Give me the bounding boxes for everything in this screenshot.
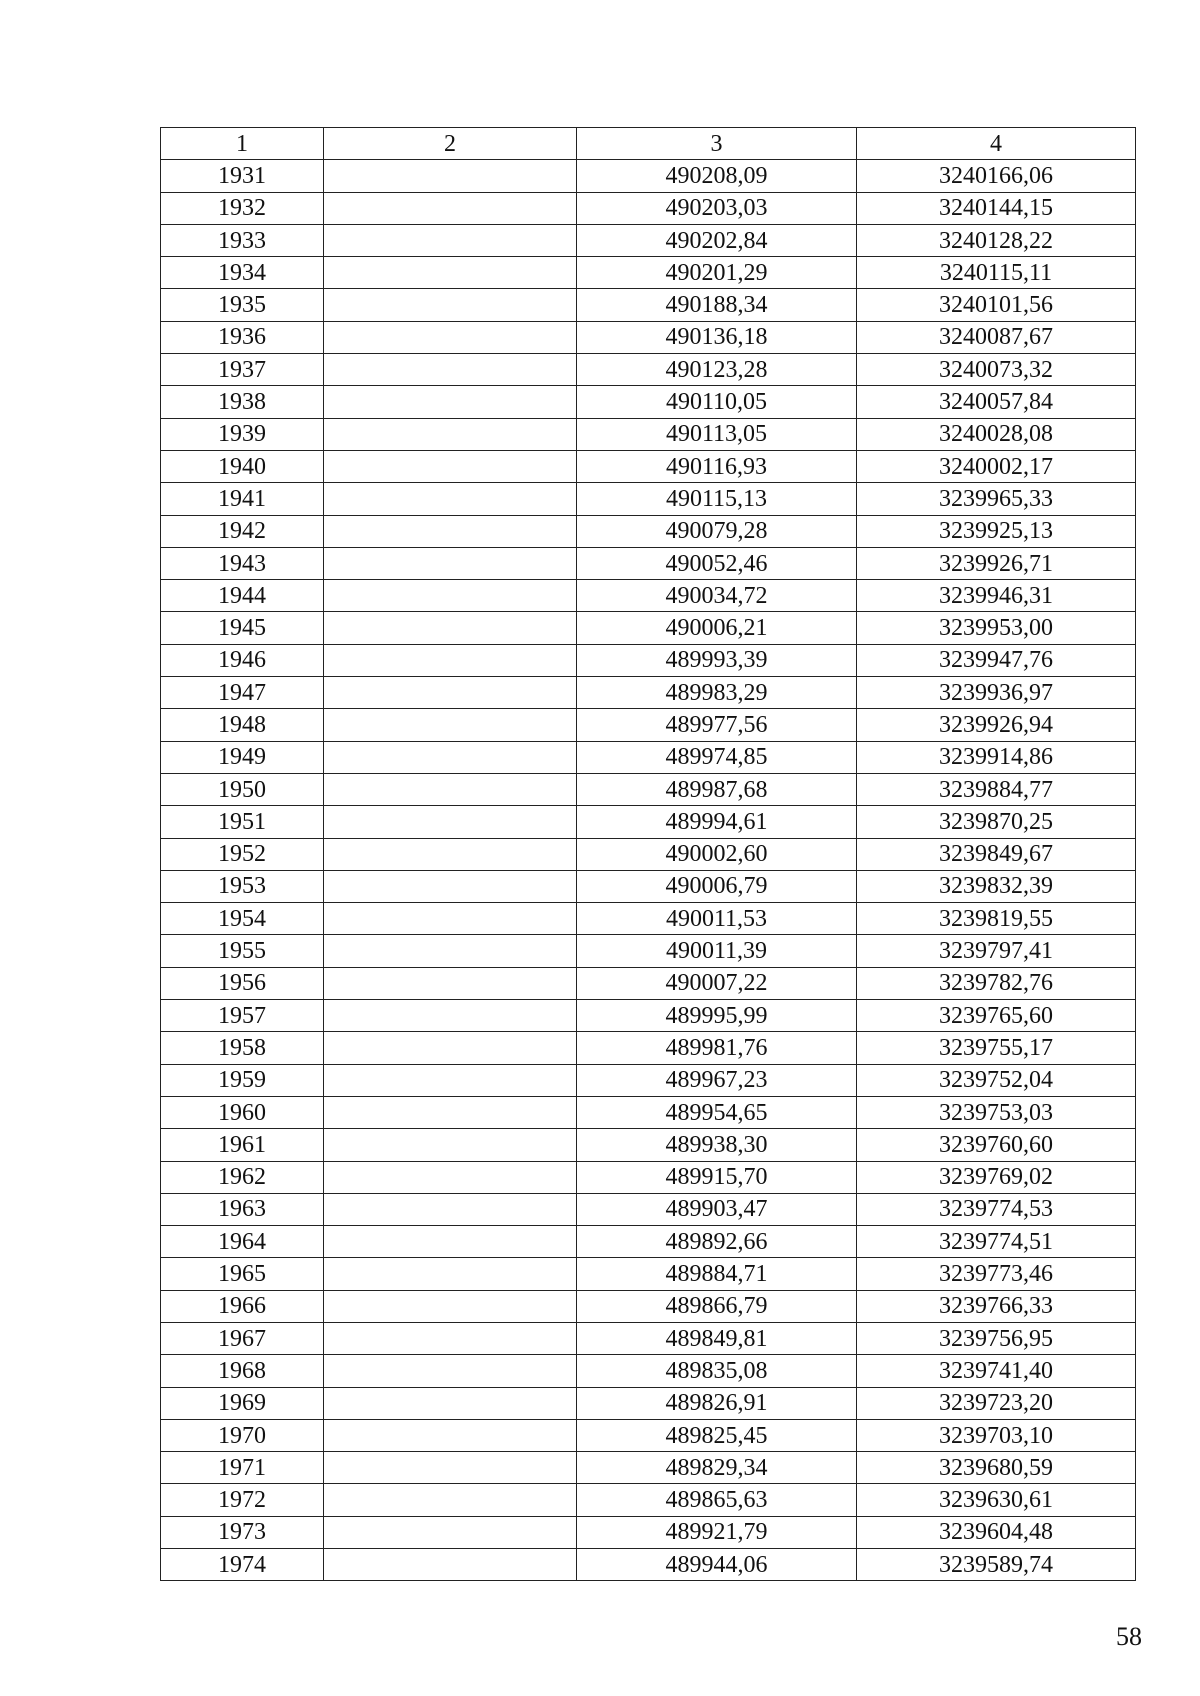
x-coordinate-cell: 489938,30 — [577, 1129, 857, 1161]
column-2-cell — [324, 257, 577, 289]
x-coordinate-cell: 490113,05 — [577, 418, 857, 450]
column-header-2: 2 — [324, 128, 577, 160]
column-2-cell — [324, 1032, 577, 1064]
point-number-cell: 1957 — [161, 1000, 324, 1032]
table-row — [161, 1000, 1136, 1032]
table-row — [161, 192, 1136, 224]
y-coordinate-cell: 3239774,53 — [857, 1193, 1136, 1225]
table-row — [161, 1064, 1136, 1096]
y-coordinate-cell: 3239926,71 — [857, 547, 1136, 579]
column-2-cell — [324, 483, 577, 515]
column-2-cell — [324, 289, 577, 321]
column-2-cell — [324, 580, 577, 612]
column-2-cell — [324, 547, 577, 579]
table-row — [161, 483, 1136, 515]
y-coordinate-cell: 3240002,17 — [857, 450, 1136, 482]
point-number-cell: 1958 — [161, 1032, 324, 1064]
x-coordinate-cell: 489849,81 — [577, 1322, 857, 1354]
y-coordinate-cell: 3239760,60 — [857, 1129, 1136, 1161]
point-number-cell: 1934 — [161, 257, 324, 289]
y-coordinate-cell: 3239741,40 — [857, 1355, 1136, 1387]
x-coordinate-cell: 490123,28 — [577, 354, 857, 386]
y-coordinate-cell: 3239769,02 — [857, 1161, 1136, 1193]
x-coordinate-cell: 489993,39 — [577, 644, 857, 676]
y-coordinate-cell: 3240087,67 — [857, 321, 1136, 353]
x-coordinate-cell: 490201,29 — [577, 257, 857, 289]
table-row — [161, 1096, 1136, 1128]
y-coordinate-cell: 3239936,97 — [857, 677, 1136, 709]
point-number-cell: 1937 — [161, 354, 324, 386]
point-number-cell: 1949 — [161, 741, 324, 773]
table-row — [161, 224, 1136, 256]
column-2-cell — [324, 870, 577, 902]
column-2-cell — [324, 903, 577, 935]
x-coordinate-cell: 489903,47 — [577, 1193, 857, 1225]
table-row — [161, 1258, 1136, 1290]
column-2-cell — [324, 515, 577, 547]
y-coordinate-cell: 3240057,84 — [857, 386, 1136, 418]
point-number-cell: 1945 — [161, 612, 324, 644]
x-coordinate-cell: 489866,79 — [577, 1290, 857, 1322]
x-coordinate-cell: 490034,72 — [577, 580, 857, 612]
table-row — [161, 838, 1136, 870]
coordinates-table — [160, 127, 1136, 1581]
column-2-cell — [324, 644, 577, 676]
table-row — [161, 450, 1136, 482]
column-2-cell — [324, 354, 577, 386]
x-coordinate-cell: 490188,34 — [577, 289, 857, 321]
point-number-cell: 1936 — [161, 321, 324, 353]
y-coordinate-cell: 3239965,33 — [857, 483, 1136, 515]
table-row — [161, 1419, 1136, 1451]
x-coordinate-cell: 490115,13 — [577, 483, 857, 515]
x-coordinate-cell: 489921,79 — [577, 1516, 857, 1548]
y-coordinate-cell: 3239630,61 — [857, 1484, 1136, 1516]
y-coordinate-cell: 3240028,08 — [857, 418, 1136, 450]
column-2-cell — [324, 1452, 577, 1484]
table-row — [161, 418, 1136, 450]
y-coordinate-cell: 3239946,31 — [857, 580, 1136, 612]
table-row — [161, 1452, 1136, 1484]
table-row — [161, 1161, 1136, 1193]
x-coordinate-cell: 490136,18 — [577, 321, 857, 353]
y-coordinate-cell: 3239765,60 — [857, 1000, 1136, 1032]
point-number-cell: 1946 — [161, 644, 324, 676]
table-row — [161, 1129, 1136, 1161]
column-2-cell — [324, 967, 577, 999]
x-coordinate-cell: 490079,28 — [577, 515, 857, 547]
x-coordinate-cell: 489835,08 — [577, 1355, 857, 1387]
column-2-cell — [324, 773, 577, 805]
column-2-cell — [324, 1387, 577, 1419]
y-coordinate-cell: 3240128,22 — [857, 224, 1136, 256]
column-2-cell — [324, 418, 577, 450]
table-row — [161, 1290, 1136, 1322]
point-number-cell: 1973 — [161, 1516, 324, 1548]
point-number-cell: 1939 — [161, 418, 324, 450]
point-number-cell: 1932 — [161, 192, 324, 224]
table-row — [161, 289, 1136, 321]
x-coordinate-cell: 489983,29 — [577, 677, 857, 709]
x-coordinate-cell: 490006,21 — [577, 612, 857, 644]
x-coordinate-cell: 490002,60 — [577, 838, 857, 870]
point-number-cell: 1970 — [161, 1419, 324, 1451]
point-number-cell: 1950 — [161, 773, 324, 805]
y-coordinate-cell: 3239832,39 — [857, 870, 1136, 902]
point-number-cell: 1944 — [161, 580, 324, 612]
column-2-cell — [324, 677, 577, 709]
y-coordinate-cell: 3240144,15 — [857, 192, 1136, 224]
table-header — [161, 128, 1136, 160]
table-row — [161, 644, 1136, 676]
x-coordinate-cell: 490110,05 — [577, 386, 857, 418]
column-2-cell — [324, 806, 577, 838]
table-row — [161, 677, 1136, 709]
column-2-cell — [324, 838, 577, 870]
x-coordinate-cell: 489892,66 — [577, 1226, 857, 1258]
y-coordinate-cell: 3239589,74 — [857, 1549, 1136, 1581]
point-number-cell: 1962 — [161, 1161, 324, 1193]
x-coordinate-cell: 489954,65 — [577, 1096, 857, 1128]
y-coordinate-cell: 3239782,76 — [857, 967, 1136, 999]
table-row — [161, 806, 1136, 838]
y-coordinate-cell: 3239680,59 — [857, 1452, 1136, 1484]
column-2-cell — [324, 1322, 577, 1354]
column-header-3: 3 — [577, 128, 857, 160]
column-2-cell — [324, 1516, 577, 1548]
column-2-cell — [324, 1258, 577, 1290]
point-number-cell: 1974 — [161, 1549, 324, 1581]
column-2-cell — [324, 450, 577, 482]
x-coordinate-cell: 489829,34 — [577, 1452, 857, 1484]
point-number-cell: 1933 — [161, 224, 324, 256]
x-coordinate-cell: 490007,22 — [577, 967, 857, 999]
y-coordinate-cell: 3240073,32 — [857, 354, 1136, 386]
table-row — [161, 1226, 1136, 1258]
point-number-cell: 1965 — [161, 1258, 324, 1290]
point-number-cell: 1961 — [161, 1129, 324, 1161]
y-coordinate-cell: 3239773,46 — [857, 1258, 1136, 1290]
y-coordinate-cell: 3239926,94 — [857, 709, 1136, 741]
point-number-cell: 1954 — [161, 903, 324, 935]
table-row — [161, 321, 1136, 353]
table-body — [161, 160, 1136, 1581]
column-2-cell — [324, 935, 577, 967]
x-coordinate-cell: 489977,56 — [577, 709, 857, 741]
table-row — [161, 967, 1136, 999]
y-coordinate-cell: 3239774,51 — [857, 1226, 1136, 1258]
x-coordinate-cell: 489994,61 — [577, 806, 857, 838]
table-row — [161, 741, 1136, 773]
point-number-cell: 1947 — [161, 677, 324, 709]
column-2-cell — [324, 1290, 577, 1322]
x-coordinate-cell: 490208,09 — [577, 160, 857, 192]
y-coordinate-cell: 3240166,06 — [857, 160, 1136, 192]
column-header-1: 1 — [161, 128, 324, 160]
point-number-cell: 1963 — [161, 1193, 324, 1225]
y-coordinate-cell: 3239755,17 — [857, 1032, 1136, 1064]
page-number: 58 — [1116, 1622, 1142, 1651]
table-row — [161, 773, 1136, 805]
column-2-cell — [324, 1064, 577, 1096]
x-coordinate-cell: 490006,79 — [577, 870, 857, 902]
y-coordinate-cell: 3239914,86 — [857, 741, 1136, 773]
column-2-cell — [324, 1226, 577, 1258]
header-row — [161, 128, 1136, 160]
x-coordinate-cell: 489884,71 — [577, 1258, 857, 1290]
point-number-cell: 1956 — [161, 967, 324, 999]
table-row — [161, 870, 1136, 902]
x-coordinate-cell: 489826,91 — [577, 1387, 857, 1419]
x-coordinate-cell: 489915,70 — [577, 1161, 857, 1193]
table-row — [161, 1322, 1136, 1354]
point-number-cell: 1968 — [161, 1355, 324, 1387]
y-coordinate-cell: 3239753,03 — [857, 1096, 1136, 1128]
column-2-cell — [324, 1000, 577, 1032]
column-2-cell — [324, 321, 577, 353]
y-coordinate-cell: 3239797,41 — [857, 935, 1136, 967]
x-coordinate-cell: 489944,06 — [577, 1549, 857, 1581]
table-row — [161, 935, 1136, 967]
table-row — [161, 1032, 1136, 1064]
point-number-cell: 1931 — [161, 160, 324, 192]
column-2-cell — [324, 741, 577, 773]
point-number-cell: 1969 — [161, 1387, 324, 1419]
point-number-cell: 1959 — [161, 1064, 324, 1096]
x-coordinate-cell: 489987,68 — [577, 773, 857, 805]
y-coordinate-cell: 3239752,04 — [857, 1064, 1136, 1096]
column-2-cell — [324, 1129, 577, 1161]
table-row — [161, 1549, 1136, 1581]
table-row — [161, 257, 1136, 289]
x-coordinate-cell: 489865,63 — [577, 1484, 857, 1516]
x-coordinate-cell: 490011,53 — [577, 903, 857, 935]
table-row — [161, 1516, 1136, 1548]
table-row — [161, 580, 1136, 612]
x-coordinate-cell: 490202,84 — [577, 224, 857, 256]
y-coordinate-cell: 3239953,00 — [857, 612, 1136, 644]
x-coordinate-cell: 490116,93 — [577, 450, 857, 482]
x-coordinate-cell: 490203,03 — [577, 192, 857, 224]
point-number-cell: 1941 — [161, 483, 324, 515]
table-row — [161, 160, 1136, 192]
column-2-cell — [324, 386, 577, 418]
point-number-cell: 1938 — [161, 386, 324, 418]
point-number-cell: 1942 — [161, 515, 324, 547]
x-coordinate-cell: 489995,99 — [577, 1000, 857, 1032]
table-row — [161, 1387, 1136, 1419]
table-row — [161, 354, 1136, 386]
column-2-cell — [324, 1096, 577, 1128]
point-number-cell: 1943 — [161, 547, 324, 579]
point-number-cell: 1951 — [161, 806, 324, 838]
x-coordinate-cell: 490052,46 — [577, 547, 857, 579]
y-coordinate-cell: 3240101,56 — [857, 289, 1136, 321]
column-2-cell — [324, 160, 577, 192]
column-2-cell — [324, 1161, 577, 1193]
table-row — [161, 612, 1136, 644]
column-2-cell — [324, 1419, 577, 1451]
y-coordinate-cell: 3240115,11 — [857, 257, 1136, 289]
y-coordinate-cell: 3239756,95 — [857, 1322, 1136, 1354]
point-number-cell: 1955 — [161, 935, 324, 967]
point-number-cell: 1940 — [161, 450, 324, 482]
column-2-cell — [324, 1355, 577, 1387]
table-row — [161, 903, 1136, 935]
y-coordinate-cell: 3239703,10 — [857, 1419, 1136, 1451]
table-row — [161, 1193, 1136, 1225]
point-number-cell: 1935 — [161, 289, 324, 321]
y-coordinate-cell: 3239870,25 — [857, 806, 1136, 838]
y-coordinate-cell: 3239766,33 — [857, 1290, 1136, 1322]
column-header-4: 4 — [857, 128, 1136, 160]
point-number-cell: 1948 — [161, 709, 324, 741]
column-2-cell — [324, 709, 577, 741]
x-coordinate-cell: 489981,76 — [577, 1032, 857, 1064]
table-row — [161, 386, 1136, 418]
point-number-cell: 1967 — [161, 1322, 324, 1354]
point-number-cell: 1953 — [161, 870, 324, 902]
column-2-cell — [324, 612, 577, 644]
x-coordinate-cell: 489825,45 — [577, 1419, 857, 1451]
y-coordinate-cell: 3239925,13 — [857, 515, 1136, 547]
y-coordinate-cell: 3239819,55 — [857, 903, 1136, 935]
point-number-cell: 1972 — [161, 1484, 324, 1516]
x-coordinate-cell: 489967,23 — [577, 1064, 857, 1096]
column-2-cell — [324, 224, 577, 256]
point-number-cell: 1966 — [161, 1290, 324, 1322]
column-2-cell — [324, 1484, 577, 1516]
column-2-cell — [324, 192, 577, 224]
y-coordinate-cell: 3239723,20 — [857, 1387, 1136, 1419]
table-row — [161, 515, 1136, 547]
y-coordinate-cell: 3239884,77 — [857, 773, 1136, 805]
x-coordinate-cell: 489974,85 — [577, 741, 857, 773]
table-row — [161, 709, 1136, 741]
point-number-cell: 1952 — [161, 838, 324, 870]
x-coordinate-cell: 490011,39 — [577, 935, 857, 967]
point-number-cell: 1964 — [161, 1226, 324, 1258]
column-2-cell — [324, 1193, 577, 1225]
column-2-cell — [324, 1549, 577, 1581]
table-row — [161, 1355, 1136, 1387]
y-coordinate-cell: 3239604,48 — [857, 1516, 1136, 1548]
y-coordinate-cell: 3239947,76 — [857, 644, 1136, 676]
y-coordinate-cell: 3239849,67 — [857, 838, 1136, 870]
point-number-cell: 1971 — [161, 1452, 324, 1484]
point-number-cell: 1960 — [161, 1096, 324, 1128]
table-row — [161, 547, 1136, 579]
table-row — [161, 1484, 1136, 1516]
